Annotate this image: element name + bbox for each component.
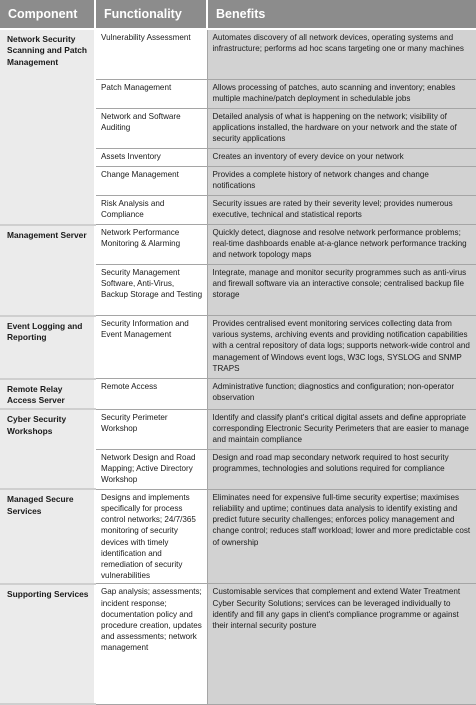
functionality-cell: Remote Access bbox=[95, 379, 207, 410]
component-cell: Event Logging and Reporting bbox=[0, 316, 95, 379]
table-row bbox=[0, 489, 476, 584]
functionality-cell: Network and Software Auditing bbox=[95, 109, 207, 149]
benefits-cell: Detailed analysis of what is happening on the network; visibility of applications installed, the hardware on your network and the state of security applications bbox=[207, 109, 476, 149]
table-row bbox=[0, 584, 476, 704]
component-cell: Network Security Scanning and Patch Management bbox=[0, 29, 95, 225]
functionality-cell: Security Management Software, Anti-Virus, Backup Storage and Testing bbox=[95, 265, 207, 316]
table-row bbox=[0, 409, 476, 449]
benefits-cell: Quickly detect, diagnose and resolve network performance problems; real-time dashboards enable at-a-glance network performance tracking and network topology maps bbox=[207, 225, 476, 265]
functionality-cell: Vulnerability Assessment bbox=[95, 29, 207, 80]
functionality-cell: Designs and implements specifically for process control networks; 24/7/365 monitoring of security devices with timely identification and remediation of security vulnerabilities bbox=[95, 489, 207, 584]
component-cell: Management Server bbox=[0, 225, 95, 316]
header-benefits: Benefits bbox=[207, 0, 476, 29]
component-cell: Managed Secure Services bbox=[0, 489, 95, 584]
functionality-cell: Network Design and Road Mapping; Active Directory Workshop bbox=[95, 449, 207, 489]
table-row bbox=[0, 225, 476, 265]
benefits-cell: Provides centralised event monitoring services collecting data from various systems, archiving events and providing notification capabilities with a central repository of data logs; supports network-wide control and management of Windows event logs, W3C logs, SYSLOG and SNMP TRAPS bbox=[207, 316, 476, 379]
functionality-cell: Network Performance Monitoring & Alarming bbox=[95, 225, 207, 265]
benefits-cell: Integrate, manage and monitor security programmes such as anti-virus and firewall software via an interactive console; centralised backup file storage bbox=[207, 265, 476, 316]
benefits-cell: Creates an inventory of every device on your network bbox=[207, 149, 476, 167]
benefits-cell: Provides a complete history of network changes and change notifications bbox=[207, 167, 476, 196]
component-cell: Remote Relay Access Server bbox=[0, 379, 95, 410]
benefits-cell: Identify and classify plant's critical digital assets and define appropriate corresponding Electronic Security Perimeters that are easier to manage and maintain compliance bbox=[207, 409, 476, 449]
component-cell: Supporting Services bbox=[0, 584, 95, 704]
header-functionality: Functionality bbox=[95, 0, 207, 29]
header-component: Component bbox=[0, 0, 95, 29]
header-row bbox=[0, 0, 476, 29]
table-row bbox=[0, 379, 476, 410]
component-cell: Cyber Security Workshops bbox=[0, 409, 95, 489]
functionality-cell: Risk Analysis and Compliance bbox=[95, 196, 207, 225]
table-row bbox=[0, 29, 476, 80]
functionality-cell: Change Management bbox=[95, 167, 207, 196]
benefits-cell: Security issues are rated by their severity level; provides numerous executive, technical and statistical reports bbox=[207, 196, 476, 225]
functionality-cell: Assets Inventory bbox=[95, 149, 207, 167]
benefits-cell: Administrative function; diagnostics and configuration; non-operator observation bbox=[207, 379, 476, 410]
benefits-cell: Eliminates need for expensive full-time security expertise; maximises reliability and uptime; continues data analysis to identify existing and predict future security challenges; enforces policy management and change control; reduces staff workload; lower and more predictable cost of ownership bbox=[207, 489, 476, 584]
benefits-cell: Automates discovery of all network devices, operating systems and infrastructure; performs ad hoc scans targeting one or many machines bbox=[207, 29, 476, 80]
functionality-cell: Security Perimeter Workshop bbox=[95, 409, 207, 449]
functionality-cell: Patch Management bbox=[95, 80, 207, 109]
functionality-cell: Security Information and Event Management bbox=[95, 316, 207, 379]
benefits-cell: Allows processing of patches, auto scanning and inventory; enables multiple machine/patch deployment in schedulable jobs bbox=[207, 80, 476, 109]
table-row bbox=[0, 316, 476, 379]
functionality-cell: Gap analysis; assessments; incident response; documentation policy and procedure creation, updates and assessments; network management bbox=[95, 584, 207, 704]
benefits-cell: Design and road map secondary network required to host security programmes, technologies and solutions required for compliance bbox=[207, 449, 476, 489]
benefits-cell: Customisable services that complement and extend Water Treatment Cyber Security Solutions; services can be leveraged individually to identify and fill any gaps in client's compliance programme or against their internal security posture bbox=[207, 584, 476, 704]
